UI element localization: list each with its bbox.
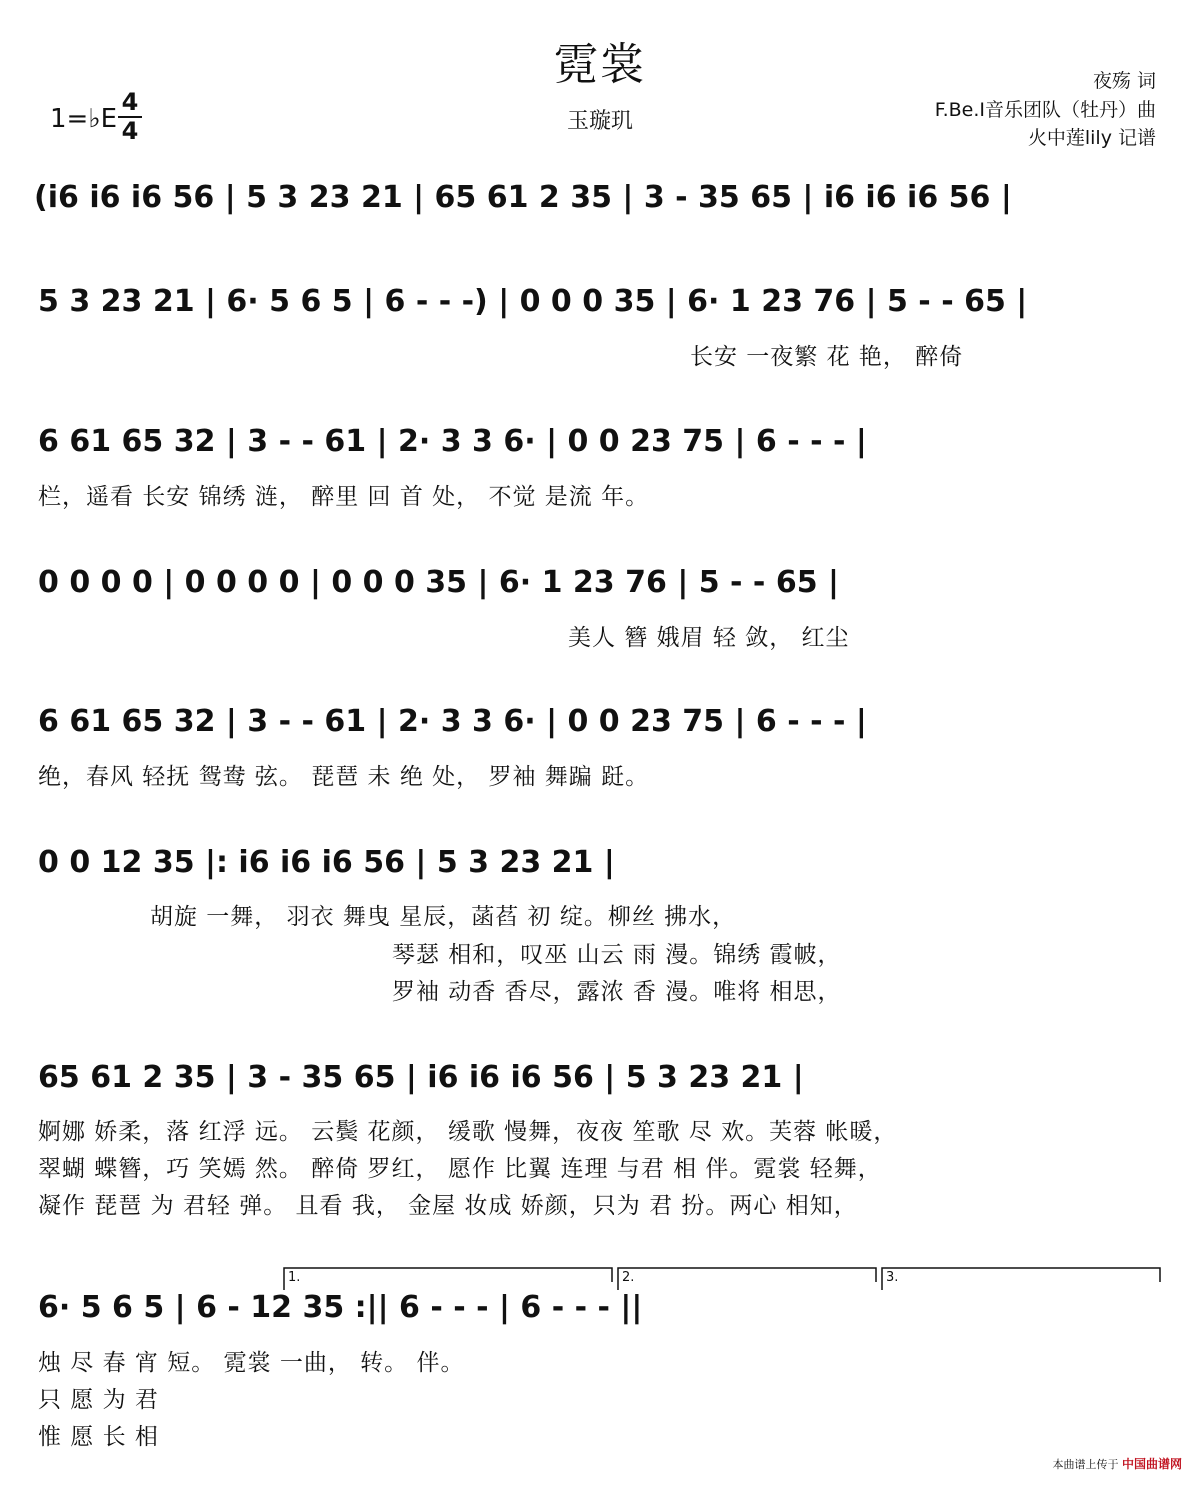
lyric-row-6-verse-1: 胡旋 一舞， 羽衣 舞曳 星辰，菡萏 初 绽。柳丝 拂水， [150,904,737,930]
composer-credit: F.Be.I音乐团队（牡丹）曲 [934,99,1156,121]
lyric-row-7-verse-2: 翠蝴 蝶簪，巧 笑嫣 然。 醉倚 罗红， 愿作 比翼 连理 与君 相 伴。霓裳 轻舞， [38,1156,882,1182]
score-row-8: 6· 5 6 5 | 6 - 12 35 :|| 6 - - - | 6 - - - || [38,1290,643,1325]
singer-name: 玉璇玑 [566,109,633,134]
volta-1-label: 1. [288,1270,301,1285]
lyric-row-7-verse-3: 凝作 琵琶 为 君轻 弹。 且看 我， 金屋 妆成 娇颜，只为 君 扮。两心 相知， [38,1193,858,1219]
lyric-row-8-verse-3: 惟 愿 长 相 [38,1424,159,1450]
score-row-2: 5 3 23 21 | 6· 5 6 5 | 6 - - -) | 0 0 0 35 | 6· 1 23 76 | 5 - - 65 | [38,284,1028,319]
lyricist-credit: 夜殇 词 [1092,70,1156,92]
volta-3-label: 3. [886,1270,899,1285]
score-row-3: 6 61 65 32 | 3 - - 61 | 2· 3 3 6· | 0 0 23 75 | 6 - - - | [38,424,867,459]
lyric-row-2: 长安 一夜繁 花 艳， 醉倚 [690,344,964,370]
lyric-row-5: 绝，春风 轻抚 鸳鸯 弦。 琵琶 未 绝 处， 罗袖 舞蹁 跹。 [38,764,650,790]
song-title: 霓裳 [554,39,646,90]
lyric-row-3: 栏，遥看 长安 锦绣 涟， 醉里 回 首 处， 不觉 是流 年。 [38,484,650,510]
meter-bottom: 4 [121,117,139,145]
volta-2-label: 2. [622,1270,635,1285]
upload-text: 本曲谱上传于 [1052,1458,1119,1471]
lyric-row-6-verse-2: 琴瑟 相和，叹巫 山云 雨 漫。锦绣 霞帔， [392,942,842,968]
key-signature: 1=♭E [50,104,118,134]
meter-top: 4 [121,88,139,116]
score-row-4: 0 0 0 0 | 0 0 0 0 | 0 0 0 35 | 6· 1 23 76 | 5 - - 65 | [38,565,839,600]
transcriber-credit: 火中莲lily 记谱 [1027,127,1156,149]
lyric-row-7-verse-1: 婀娜 娇柔，落 红浮 远。 云鬓 花颜， 缓歌 慢舞，夜夜 笙歌 尽 欢。芙蓉 帐暖， [38,1119,898,1145]
score-row-1: (i6 i6 i6 56 | 5 3 23 21 | 65 61 2 35 | 3 - 35 65 | i6 i6 i6 56 | [34,180,1012,215]
score-row-5: 6 61 65 32 | 3 - - 61 | 2· 3 3 6· | 0 0 23 75 | 6 - - - | [38,704,867,739]
lyric-row-6-verse-3: 罗袖 动香 香尽，露浓 香 漫。唯将 相思， [392,979,842,1005]
score-row-7: 65 61 2 35 | 3 - 35 65 | i6 i6 i6 56 | 5 3 23 21 | [38,1060,804,1095]
lyric-row-8-verse-2: 只 愿 为 君 [38,1387,159,1413]
lyric-row-8-verse-1: 烛 尽 春 宵 短。 霓裳 一曲， 转。 伴。 [38,1350,465,1376]
upload-footer [1052,1455,1182,1472]
lyric-row-4: 美人 簪 娥眉 轻 敛， 红尘 [568,625,850,651]
score-row-6: 0 0 12 35 |: i6 i6 i6 56 | 5 3 23 21 | [38,845,615,880]
site-logo: 中国曲谱网 [1121,1457,1182,1471]
